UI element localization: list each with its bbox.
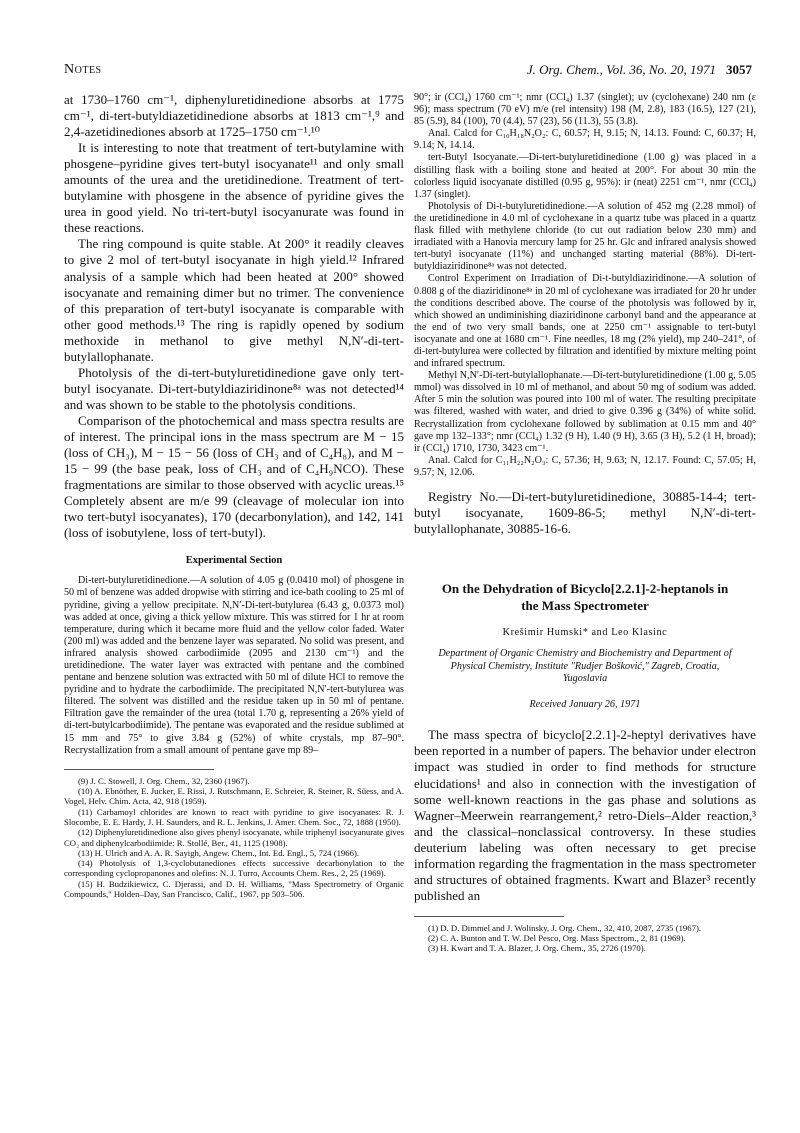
footnote: (1) D. D. Dimmel and J. Wolinsky, J. Org. Chem., 32, 410, 2087, 2735 (1967).	[428, 922, 702, 933]
experimental-paragraph: 90°; ir (CCl₄) 1760 cm⁻¹; nmr (CCl₄) 1.37 (singlet); uv (cyclohexane) 240 nm (ε 96); mass spectrum (70 eV) m/e (rel intensity) 198 (M, 2.8), 183 (16.5), 127 (21), 85 (5.9), 84 (100), 70 (4.4), 57 (23), 56 (11.3), 55 (3.8).	[414, 92, 756, 128]
left-column	[64, 92, 404, 1102]
article-affiliation: Department of Organic Chemistry and Biochemistry and Department of Physical Chemistry, Institute "Rudjer Bošković," Zagreb, Croatia, Yugoslavia	[438, 648, 732, 684]
running-head-section: Notes	[64, 62, 102, 77]
body-paragraph: at 1730–1760 cm⁻¹, diphenyluretidinedione absorbs at 1775 cm⁻¹, di-tert-butyldiazetidinedione absorbs at 1813 cm⁻¹,⁹ and 2,4-azetidinediones absorb at 1725–1750 cm⁻¹.¹⁰	[64, 92, 404, 140]
footnote-rule	[64, 769, 214, 770]
experimental-paragraph: Control Experiment on Irradiation of Di-t-butyldiaziridinone.—A solution of 0.808 g of the diaziridinone⁸ᵃ in 20 ml of cyclohexane was irradiated for 20 hr under the conditions described above. The course of the photolysis was followed by ir, which showed an undiminishing diaziridinone carbonyl band and the appearance at the end of two very small bands, one at 2250 cm⁻¹ assignable to tert-butyl isocyanate and one at 1680 cm⁻¹. Fine needles, 18 mg (2% yield), mp 240–241°, of di-tert-butylurea were collected by filtration and identified by mixture melting point and infrared spectrum.	[414, 273, 756, 370]
experimental-section-heading: Experimental Section	[185, 555, 283, 567]
footnote: (2) C. A. Bunton and T. W. Del Pesco, Org. Mass Spectrom., 2, 81 (1969).	[428, 933, 686, 944]
body-paragraph: The ring compound is quite stable. At 200° it readily cleaves to give 2 mol of tert-butyl isocyanate in high yield.¹² Infrared analysis of a sample which had been heated at 200° showed isocyanate and remaining dimer but no trimer. The convenience of this preparation of tert-butyl isocyanate is comparable with other good methods.¹³ The ring is rapidly opened by sodium methoxide in methanol to give methyl N,N′-di-tert-butylallophanate.	[64, 236, 404, 364]
analysis-paragraph: Anal. Calcd for C₁₁H₂₂N₂O₃: C, 57.36; H, 9.63; N, 12.17. Found: C, 57.05; H, 9.57; N, 12.06.	[414, 454, 756, 478]
body-paragraph: Comparison of the photochemical and mass spectra results are of interest. The principal ions in the mass spectrum are M − 15 (loss of CH₃), M − 15 − 56 (loss of CH₃ and of C₄H₈), and M − 15 − 99 (the base peak, loss of CH₃ and of C₄H₉NCO). These fragmentations are similar to those observed with acyclic ureas.¹⁵ Completely absent are m/e 99 (cleavage of molecular ion into two tert-butyl isocyanates), 170 (decarbonylation), and 142, 141 (loss of isobutylene, loss of tert-butyl).	[64, 412, 404, 541]
registry-numbers: Registry No.—Di-tert-butyluretidinedione, 30885-14-4; tert-butyl isocyanate, 1609-86-5; methyl N,N′-di-tert-butylallophanate, 30885-16-6.	[414, 489, 756, 537]
body-paragraph: Photolysis of the di-tert-butyluretidinedione gave only tert-butyl isocyanate. Di-tert-butyldiaziridinone⁸ᵃ was not detected¹⁴ and was shown to be stable to the photolysis conditions.	[64, 364, 404, 412]
footnote: (12) Diphenyluretidinedione also gives phenyl isocyanate, while triphenyl isocyanurate gives CO₂ and diphenylcarbodiimide: R. Stollé, Ber., 41, 1125 (1908).	[64, 827, 404, 848]
experimental-paragraph: Di-tert-butyluretidinedione.—A solution of 4.05 g (0.0410 mol) of phosgene in 50 ml of benzene was added dropwise with stirring and ice-bath cooling to 25 ml of pyridine, giving a yellow precipitate. N,N′-Di-tert-butylurea (6.43 g, 0.0373 mol) was added at once, giving a thick yellow mixture. This was stirred for 1 hr at room temperature, during which it became more fluid and the yellow color faded. Water (200 ml) was added and the benzene layer was separated. No solid was present, and infrared analysis showed carbodiimide (2095 and 2130 cm⁻¹) and the uretidinedione. The water layer was extracted with pentane and the combined pentane and benzene solution was extracted with 50 ml of dilute HCl to remove the pyridine and to hydrate the carbodiimide. The precipitated N,N′-tert-butylurea was filtered. The solvent was distilled and the residue taken up in 50 ml of pentane. Filtration gave the remainder of the urea (total 1.70 g, representing a 26% yield of di-tert-butylcarbodiimide). The pentane was evaporated and the residue sublimed at 15 mm and 75° to give 3.84 g (52%) of white crystals, mp 87–90°. Recrystallization from a small amount of pentane gave mp 89–	[64, 575, 404, 756]
received-date: Received January 26, 1971	[529, 699, 641, 711]
experimental-paragraph: Photolysis of Di-t-butyluretidinedione.—A solution of 452 mg (2.28 mmol) of the uretidinedione in 4.0 ml of cyclohexane in a quartz tube was placed in a quartz flask filled with methylene chloride (to cut out radiation below 230 mm) and irradiated with a Hanovia mercury lamp for 25 hr. Glc and infrared analysis showed tert-butyl isocyanate (11%) and unchanged starting material (88%). Di-tert-butyldiaziridinone⁸ᵃ was not detected.	[414, 200, 756, 273]
experimental-paragraph: tert-Butyl Isocyanate.—Di-tert-butyluretidinedione (1.00 g) was placed in a distilling flask with a boiling stone and heated at 200°. For about 30 min the colorless liquid isocyanate distilled (0.95 g, 95%): ir (neat) 2251 cm⁻¹, nmr (CCl₄) 1.37 (singlet).	[414, 152, 756, 200]
footnote: (13) H. Ulrich and A. A. R. Sayigh, Angew. Chem., Int. Ed. Engl., 5, 724 (1966).	[78, 847, 360, 858]
footnote: (10) A. Ebnöther, E. Jucker, E. Rissi, J. Rutschmann, E. Schreier, R. Steiner, R. Süess, and A. Vogel, Helv. Chim. Acta, 42, 918 (1959).	[64, 786, 404, 807]
body-paragraph: The mass spectra of bicyclo[2.2.1]-2-heptyl derivatives have been reported in a number of papers. The behavior under electron impact was studied in order to find methods for structure elucidations¹ and also in connection with the investigation of some well-known reactions in the gas phase and solutions as Wagner–Meerwein rearrangement,² retro-Diels–Alder reaction,³ and the classical–nonclassical controversy. In these studies deuterium labeling was often necessary to get precise information regarding the fragmentation in the mass spectrometer and structures of obtained fragments. Kwart and Blazer³ recently published an	[414, 727, 756, 903]
spacer	[414, 479, 756, 489]
footnote: (11) Carbamoyl chlorides are known to react with pyridine to give isocyanates: R. J. Slocombe, E. E. Hardy, J. H. Saunders, and R. L. Jenkins, J. Amer. Chem. Soc., 72, 1888 (1950).	[64, 806, 404, 827]
journal-citation: J. Org. Chem., Vol. 36, No. 20, 1971	[526, 62, 716, 77]
article-title: On the Dehydration of Bicyclo[2.2.1]-2-heptanols in the Mass Spectrometer	[441, 581, 729, 614]
experimental-paragraph: Methyl N,N′-Di-tert-butylallophanate.—Di-tert-butyluretidinedione (1.00 g, 5.05 mmol) was dissolved in 10 ml of methanol, and about 50 mg of sodium was added. After 5 min the solution was poured into 100 ml of water. The resulting precipitate was filtered, washed with water, and dried to give 0.396 g (34%) of white solid. Recrystallization from cyclohexane followed by sublimation at 0.15 mm and 40° gave mp 132–133°; nmr (CCl₄) 1.32 (9 H), 1.40 (9 H), 3.65 (3 H), 5.2 (1 H, broad); ir (CCl₄) 1710, 1730, 3423 cm⁻¹.	[414, 370, 756, 454]
analysis-paragraph: Anal. Calcd for C₁₀H₁₈N₂O₂: C, 60.57; H, 9.15; N, 14.13. Found: C, 60.37; H, 9.14; N, 14.14.	[414, 128, 756, 152]
footnote: (3) H. Kwart and T. A. Blazer, J. Org. Chem., 35, 2726 (1970).	[428, 943, 646, 954]
spacer	[414, 537, 756, 580]
body-paragraph: It is interesting to note that treatment of tert-butylamine with phosgene–pyridine gives tert-butyl isocyanate¹¹ and only small amounts of the urea and the uretidinedione. Treatment of tert-butylamine with phosgene in the absence of pyridine gives the urea in good yield. No tri-tert-butyl isocyanurate was found in these reactions.	[64, 140, 404, 236]
footnote: (14) Photolysis of 1,3-cyclobutanediones effects successive decarbonylation to the corresponding cyclopropanones and olefins: N. J. Turro, Accounts Chem. Res., 2, 25 (1969).	[64, 858, 404, 879]
footnote-rule	[414, 916, 564, 917]
running-head-journal	[527, 62, 752, 78]
article-authors: Krešimir Humski* and Leo Klasinc	[502, 627, 668, 639]
footnote: (9) J. C. Stowell, J. Org. Chem., 32, 2360 (1967).	[78, 775, 250, 786]
footnote: (15) H. Budzikiewicz, C. Djerassi, and D. H. Williams, "Mass Spectrometry of Organic Compounds," Holden–Day, San Francisco, Calif., 1967, pp 503–506.	[64, 878, 404, 899]
right-column	[414, 92, 756, 1102]
page-number: 3057	[726, 62, 752, 77]
